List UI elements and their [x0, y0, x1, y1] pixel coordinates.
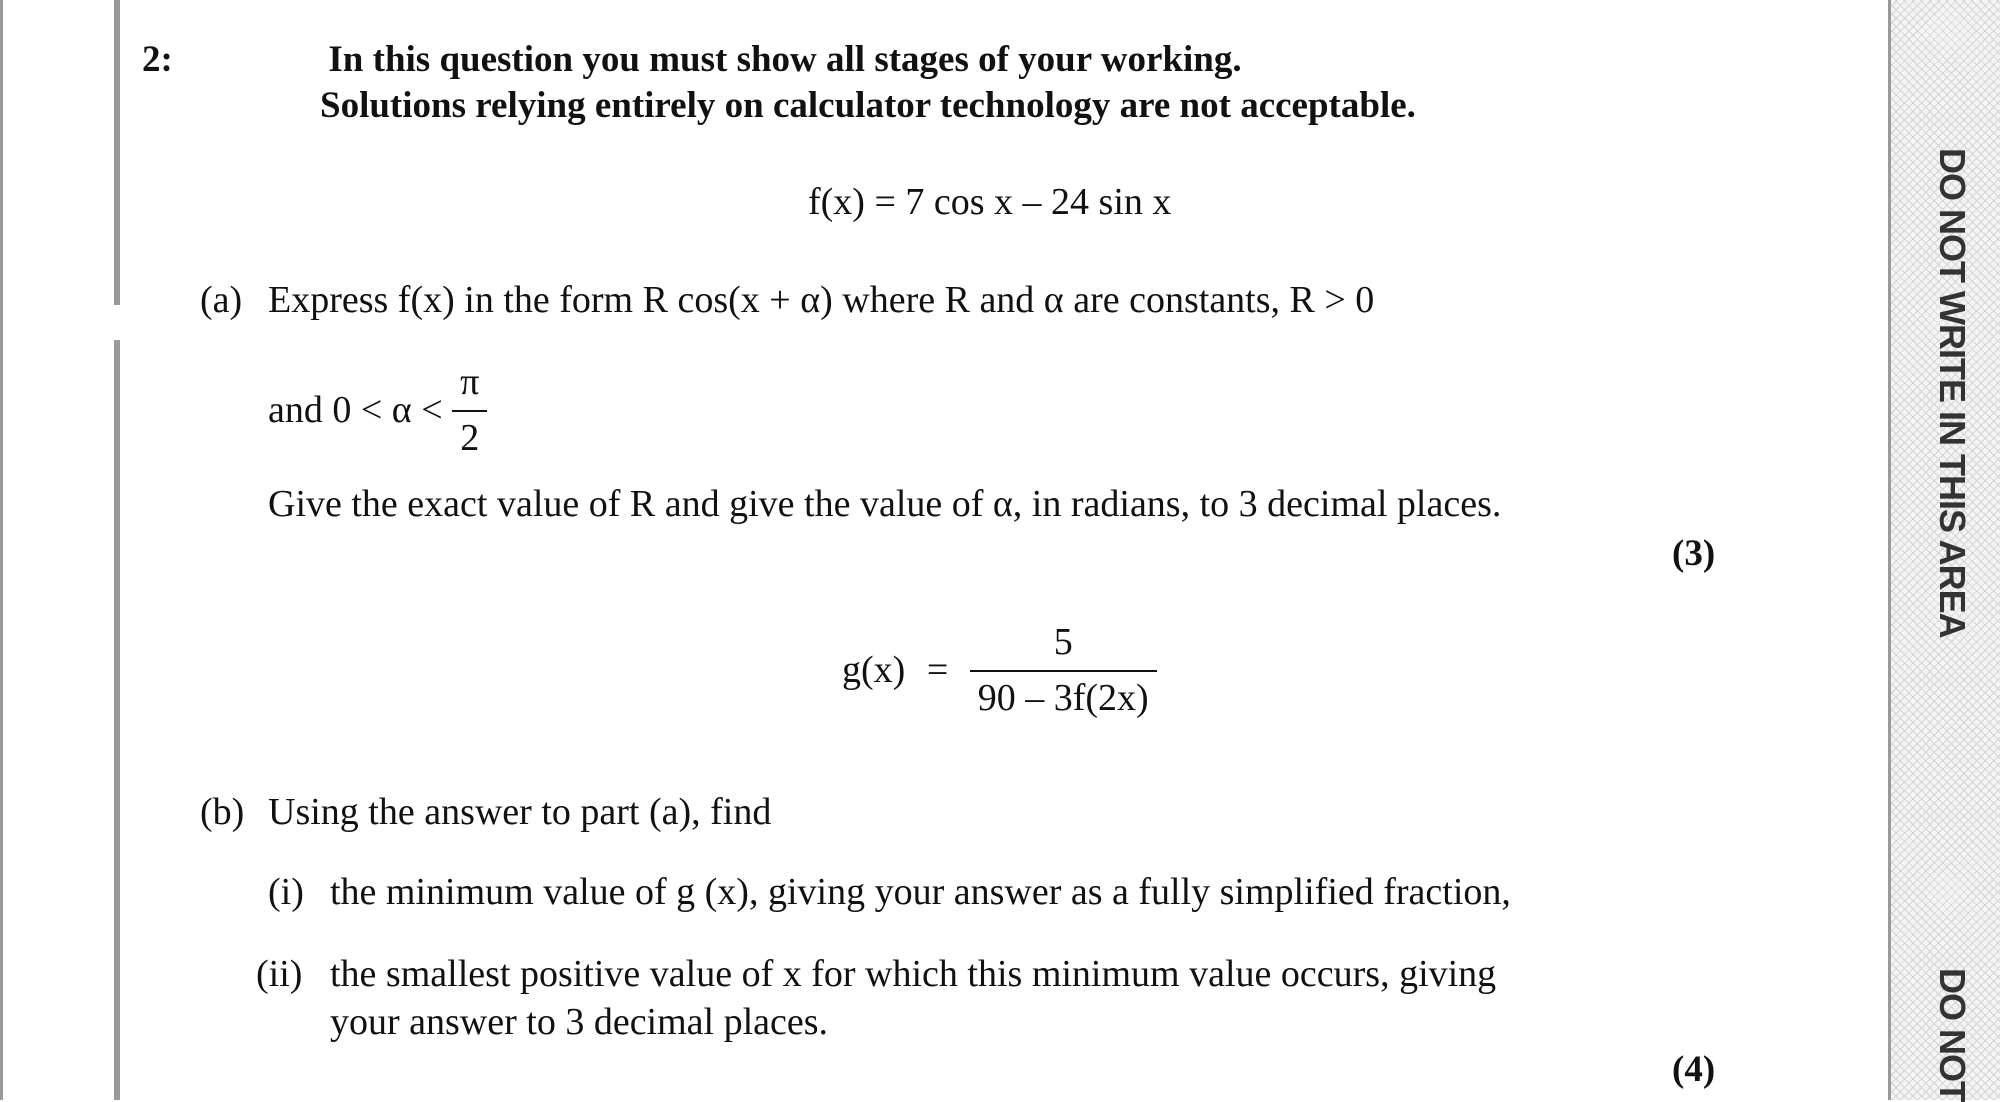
f-definition [808, 180, 1171, 224]
fraction-numerator: π [460, 361, 480, 403]
part-b-ii-text: the smallest positive value of x for which this minimum value occurs, giving [330, 953, 1497, 995]
part-a-text: Express f(x) in the form R cos(x + α) where R and α are constants, R > 0 [268, 279, 1375, 321]
condition-prefix: and 0 < α < [268, 389, 443, 431]
pi-over-two-fraction [452, 360, 487, 460]
g-lhs: g(x) [842, 649, 906, 691]
part-b-label: (b) [200, 791, 245, 833]
f-rhs: = 7 cos x – 24 sin x [874, 181, 1172, 223]
g-numerator: 5 [1053, 621, 1073, 663]
fraction-denominator: 2 [452, 410, 487, 460]
part-a-instruction: Give the exact value of R and give the value of α, in radians, to 3 decimal places. [268, 483, 1502, 525]
margin-warning-text: DO NOT WRITE IN THIS AREA [1932, 148, 1973, 638]
part-a-condition [268, 360, 487, 460]
part-a-marks: (3) [1672, 533, 1716, 574]
part-b-marks: (4) [1672, 1049, 1716, 1090]
g-definition [842, 620, 1157, 720]
margin-bar-bottom [114, 340, 120, 1100]
do-not-write-margin [1888, 0, 2000, 1100]
part-b-i-text: the minimum value of g (x), giving your answer as a fully simplified fraction, [330, 871, 1511, 913]
g-fraction [970, 620, 1157, 720]
part-b-ii-label: (ii) [256, 953, 303, 995]
instruction-line-1: In this question you must show all stages of your working. [328, 39, 1242, 80]
part-b-i-label: (i) [268, 871, 304, 913]
part-a-label: (a) [200, 279, 243, 321]
instruction-line-2: Solutions relying entirely on calculator technology are not acceptable. [320, 85, 1416, 126]
part-b-ii-text-continued: your answer to 3 decimal places. [330, 1001, 829, 1043]
g-denominator: 90 – 3f(2x) [970, 670, 1157, 720]
left-page-edge [0, 0, 3, 1100]
margin-warning-text-cut: DO NOT [1932, 968, 1973, 1102]
g-equals: = [926, 649, 949, 691]
part-b-text: Using the answer to part (a), find [268, 791, 772, 833]
question-number: 2: [142, 39, 173, 80]
f-lhs: f(x) [808, 181, 865, 223]
margin-bar-top [114, 0, 120, 305]
